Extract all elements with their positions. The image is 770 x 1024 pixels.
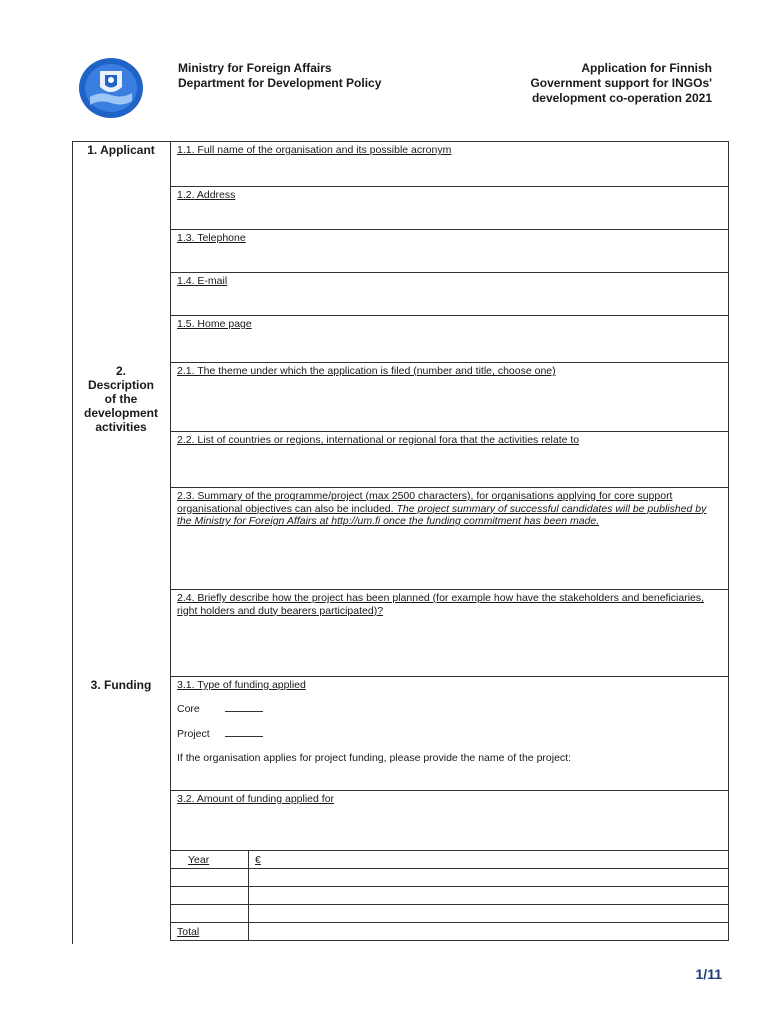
field-summary-note: The project summary of successful candidates will be published by the Ministry for Foreign Affairs at http://um.fi once the funding commitment has been made.: [177, 502, 707, 528]
funding-option-core[interactable]: Core: [177, 702, 263, 716]
field-telephone-label: 1.3. Telephone: [177, 232, 246, 244]
field-telephone[interactable]: [170, 229, 729, 273]
header-title-block: [530, 61, 712, 106]
field-planning[interactable]: [170, 589, 729, 677]
field-address[interactable]: [170, 186, 729, 230]
year-header: Year: [171, 851, 249, 869]
page-number: 1/11: [695, 966, 722, 982]
field-summary[interactable]: [170, 487, 729, 590]
field-funding-amount[interactable]: [170, 790, 729, 851]
section-applicant: 1. Applicant: [87, 143, 155, 157]
total-value-cell[interactable]: [249, 923, 729, 941]
table-row[interactable]: [171, 869, 729, 887]
funding-option-project[interactable]: Project: [177, 727, 263, 741]
form-title-line-2: Government support for INGOs': [530, 76, 712, 90]
field-email-label: 1.4. E-mail: [177, 275, 228, 287]
section-funding: 3. Funding: [90, 678, 152, 692]
field-home-page-label: 1.5. Home page: [177, 318, 252, 330]
department-name: Department for Development Policy: [178, 76, 382, 90]
field-theme[interactable]: [170, 362, 729, 432]
table-row: [171, 851, 729, 869]
euro-header: €: [249, 851, 729, 869]
core-blank[interactable]: [225, 702, 263, 712]
ministry-name: Ministry for Foreign Affairs: [178, 61, 332, 75]
field-funding-type-label: 3.1. Type of funding applied: [177, 679, 306, 691]
form-title-line-1: Application for Finnish: [581, 61, 712, 75]
field-home-page[interactable]: [170, 315, 729, 363]
top-border-left: [72, 141, 170, 142]
field-org-name[interactable]: [170, 141, 729, 187]
ministry-logo: [78, 57, 144, 119]
field-address-label: 1.2. Address: [177, 189, 236, 201]
table-row[interactable]: [171, 887, 729, 905]
section-description: 2. Description of the development activities: [83, 364, 158, 434]
project-name-prompt: If the organisation applies for project funding, please provide the name of the project:: [177, 752, 571, 764]
table-row[interactable]: [171, 905, 729, 923]
total-label-cell: Total: [171, 923, 249, 941]
table-row: [171, 923, 729, 941]
field-funding-type[interactable]: [170, 676, 729, 791]
field-funding-amount-label: 3.2. Amount of funding applied for: [177, 793, 335, 805]
field-countries[interactable]: [170, 431, 729, 488]
field-theme-label: 2.1. The theme under which the application is filed (number and title, choose one): [177, 365, 556, 377]
form-title-line-3: development co-operation 2021: [531, 91, 712, 105]
field-org-name-label: 1.1. Full name of the organisation and its possible acronym: [177, 144, 452, 156]
project-blank[interactable]: [225, 727, 263, 737]
field-email[interactable]: [170, 272, 729, 316]
field-planning-label: 2.4. Briefly describe how the project has been planned (for example how have the stakeholders and beneficiaries, right holders and duty bearers participated)?: [177, 592, 705, 617]
left-border: [72, 141, 73, 944]
funding-table: [170, 850, 729, 941]
field-summary-label: 2.3. Summary of the programme/project (max 2500 characters), for organisations applying for core support organisational objectives can also be included. The project summary of successful candidates will be published by the Ministry for Foreign Affairs at http://um.fi once the funding commitment has been made.: [177, 490, 707, 528]
field-countries-label: 2.2. List of countries or regions, international or regional fora that the activities relate to: [177, 434, 580, 446]
header-ministry-block: [178, 61, 381, 91]
